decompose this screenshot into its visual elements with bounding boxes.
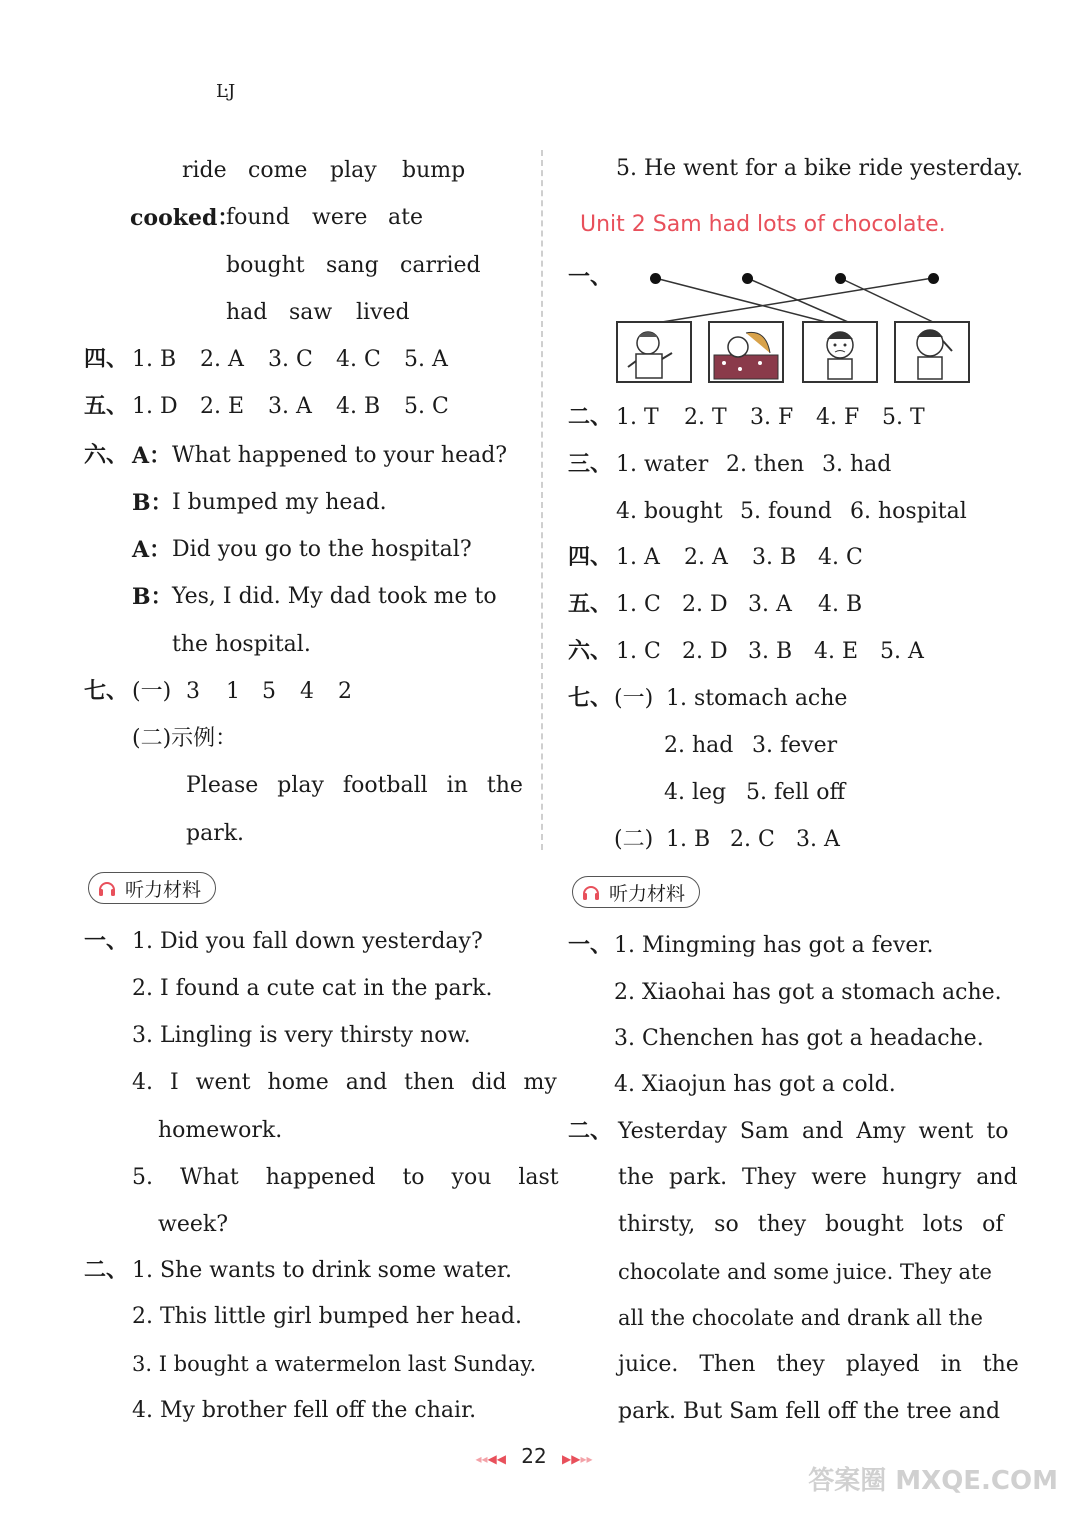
answer: 3. C [268, 347, 313, 372]
word: come [248, 158, 308, 183]
transcript-line: homework. [158, 1118, 283, 1143]
speaker: A： [132, 443, 172, 469]
section-number: 五、 [568, 592, 613, 617]
right-arrow-icon: ▶▶ [561, 1452, 581, 1466]
transcript-line: 3. Chenchen has got a headache. [614, 1026, 984, 1051]
right-arrows-icon: ▸▸ [580, 1452, 593, 1466]
passage-line: all the chocolate and drank all the [618, 1306, 983, 1330]
transcript-line: 2. Xiaohai has got a stomach ache. [614, 980, 1002, 1005]
transcript-line: week? [158, 1212, 228, 1237]
listening-material-label: 听力材料 [125, 878, 202, 901]
answer: 4. E [814, 639, 859, 664]
transcript-line: 4. My brother fell off the chair. [132, 1398, 477, 1423]
section-number: 五、 [84, 394, 129, 419]
answer: 1. B [666, 827, 711, 852]
section-number: 二、 [568, 1119, 613, 1144]
word: carried [400, 253, 481, 278]
passage-line: the park. They were hungry and [618, 1165, 1018, 1190]
passage-line: chocolate and some juice. They ate [618, 1260, 992, 1284]
answer: 3. A [796, 827, 840, 852]
match-dot [650, 273, 661, 284]
answer: 2. T [684, 405, 727, 430]
picture-boy-stomach-ache [616, 321, 692, 383]
answer: 1. T [616, 405, 659, 430]
answer: 4. B [818, 592, 863, 617]
answer: 6. hospital [850, 499, 967, 524]
unit-title: Unit 2 Sam had lots of chocolate. [580, 212, 946, 237]
answer: 1. B [132, 347, 177, 372]
section-number: 七、 [568, 686, 613, 711]
passage-line: juice. Then they played in the [618, 1352, 1019, 1377]
transcript-line: 4. I went home and then did my [132, 1070, 557, 1095]
listening-material-badge [572, 876, 700, 908]
answer: 4. F [816, 405, 860, 430]
passage-line: thirsty, so they bought lots of [618, 1212, 1004, 1237]
left-arrow-icon: ◀◀ [487, 1452, 506, 1466]
answer: 5. T [882, 405, 925, 430]
word: sang [326, 253, 379, 278]
picture-boy-fever [802, 321, 878, 383]
transcript-line: 3. I bought a watermelon last Sunday. [132, 1352, 537, 1376]
speaker: A： [132, 537, 172, 563]
dialogue-line: Did you go to the hospital? [172, 537, 472, 562]
transcript-line: 1. Mingming has got a fever. [614, 933, 934, 958]
section-number: 一、 [568, 933, 613, 958]
part-label: (一) [614, 686, 654, 711]
section-number: 三、 [568, 452, 613, 477]
dialogue-line: I bumped my head. [172, 490, 387, 515]
word: bump [402, 158, 466, 183]
answer: 5. A [404, 347, 448, 372]
listening-material-label: 听力材料 [609, 882, 686, 905]
part-label: (一) [132, 679, 172, 704]
answer: 2. D [682, 592, 728, 617]
section-number: 二、 [568, 405, 613, 430]
transcript-line: 5. What happened to you last [132, 1165, 559, 1190]
cooked-label: cooked： [130, 205, 240, 231]
transcript-line: 1. Did you fall down yesterday? [132, 929, 483, 954]
passage-line: park. But Sam fell off the tree and [618, 1399, 1001, 1424]
answer: 4. leg [664, 780, 727, 805]
header-mark: ĿJ [216, 81, 236, 102]
answer: 5. A [880, 639, 924, 664]
answer: 3. A [748, 592, 792, 617]
section-number: 六、 [84, 443, 129, 468]
column-divider [541, 150, 543, 850]
part-label: (二)示例： [132, 726, 238, 751]
transcript-line: 1. She wants to drink some water. [132, 1258, 512, 1283]
answer: 1. D [132, 394, 178, 419]
answer: 1 [226, 679, 240, 704]
answer: 2. then [726, 452, 805, 477]
answer: 2. A [684, 545, 728, 570]
dialogue-line: What happened to your head? [172, 443, 508, 468]
dialogue-line: Yes, I did. My dad took me to [172, 584, 497, 609]
match-dot [928, 273, 939, 284]
section-number: 七、 [84, 679, 129, 704]
answer: 4. C [818, 545, 863, 570]
answer: 2. D [682, 639, 728, 664]
word: lived [356, 300, 410, 325]
answer: 1. A [616, 545, 660, 570]
left-arrows-icon: ◂◂ [475, 1452, 488, 1466]
answer: 3. fever [752, 733, 838, 758]
word: were [312, 205, 368, 230]
passage-line: Yesterday Sam and Amy went to [618, 1119, 1009, 1144]
word: saw [289, 300, 333, 325]
picture-child-in-bed [708, 321, 784, 383]
answer: 1. stomach ache [666, 686, 848, 711]
answer: 2. A [200, 347, 244, 372]
answer: 3. had [822, 452, 892, 477]
answer: 3. B [752, 545, 797, 570]
page-number: 22 [521, 1444, 547, 1468]
answer: 3. F [750, 405, 794, 430]
answer: 2. had [664, 733, 734, 758]
section-number: 四、 [568, 545, 613, 570]
headphones-icon [97, 878, 117, 898]
answer: 4. bought [616, 499, 723, 524]
transcript-line: 4. Xiaojun has got a cold. [614, 1072, 896, 1097]
section-number: 一、 [84, 929, 129, 954]
dialogue-line: the hospital. [172, 632, 311, 657]
answer: 3. B [748, 639, 793, 664]
transcript-line: 2. This little girl bumped her head. [132, 1304, 522, 1329]
answer: 4. C [336, 347, 381, 372]
answer: 5. found [740, 499, 832, 524]
example-line: Please play football in the [186, 773, 523, 798]
watermark: 答案圈 MXQE.COM [808, 1466, 1058, 1496]
answer: 1. C [616, 592, 661, 617]
match-dot [742, 273, 753, 284]
answer: 3 [186, 679, 200, 704]
transcript-line: 2. I found a cute cat in the park. [132, 976, 493, 1001]
answer: 1. water [616, 452, 709, 477]
speaker: B： [132, 584, 173, 610]
answer: 1. C [616, 639, 661, 664]
word: bought [226, 253, 305, 278]
answer: 5 [262, 679, 276, 704]
headphones-icon [581, 882, 601, 902]
answer: 3. A [268, 394, 312, 419]
word: ate [388, 205, 423, 230]
section-number: 一、 [568, 265, 613, 290]
match-dot [835, 273, 846, 284]
word: ride [182, 158, 227, 183]
answer: 4 [300, 679, 314, 704]
answer: 5. fell off [746, 780, 846, 805]
answer: 2. E [200, 394, 245, 419]
section-number: 二、 [84, 1258, 129, 1283]
word: had [226, 300, 268, 325]
section-number: 六、 [568, 639, 613, 664]
part-label: (二) [614, 827, 654, 852]
answer-line: 5. He went for a bike ride yesterday. [616, 156, 1023, 181]
answer: 2 [338, 679, 352, 704]
speaker: B： [132, 490, 173, 516]
answer: 2. C [730, 827, 775, 852]
listening-material-badge [88, 872, 216, 904]
answer: 4. B [336, 394, 381, 419]
transcript-line: 3. Lingling is very thirsty now. [132, 1023, 471, 1048]
section-number: 四、 [84, 347, 129, 372]
word: play [330, 158, 377, 183]
answer: 5. C [404, 394, 449, 419]
word: found [226, 205, 290, 230]
example-line: park. [186, 821, 245, 846]
picture-boy-headache [894, 321, 970, 383]
